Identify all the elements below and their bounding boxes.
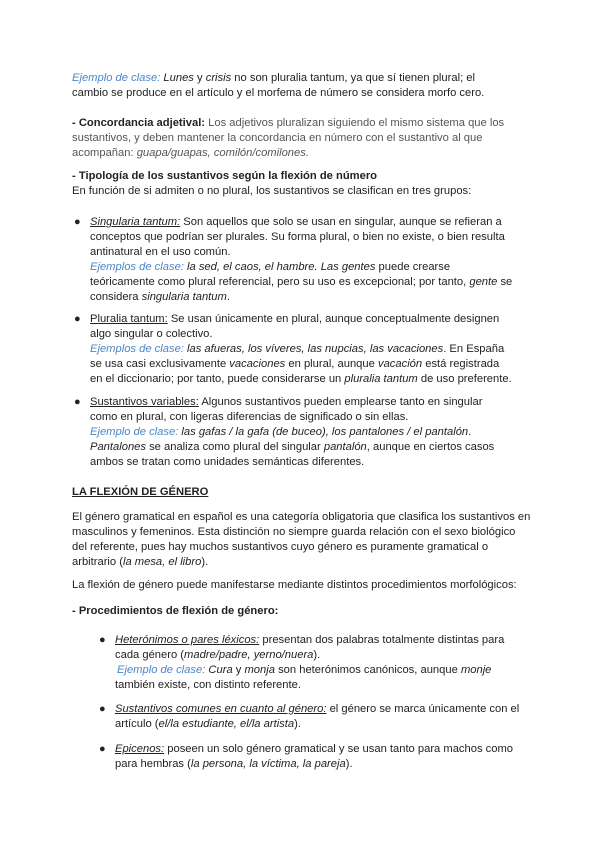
text: considera: [90, 291, 142, 303]
concordancia-paragraph: [72, 116, 542, 161]
text: artículo (: [115, 718, 159, 730]
text: arbitrario (: [72, 556, 123, 568]
examples: la mesa, el libro: [122, 556, 202, 568]
list-item: [74, 395, 532, 470]
text: en plural, aunque: [285, 358, 378, 370]
text: ).: [294, 718, 301, 730]
example-label: Ejemplo de clase:: [117, 664, 206, 676]
list-item: [74, 312, 532, 387]
list-item: [74, 215, 532, 305]
text: está registrada: [422, 358, 500, 370]
tipologia-section: [72, 169, 542, 199]
bullet-icon: ●: [99, 634, 106, 646]
bullet-icon: ●: [99, 743, 106, 755]
text-line: La flexión de género puede manifestarse mediante distintos procedimientos morfológicos:: [72, 579, 517, 591]
text: no son pluralia tantum, ya que sí tienen plural; el: [231, 72, 475, 84]
text: se analiza como plural del singular: [145, 441, 324, 453]
text-line: también existe, con distinto referente.: [115, 679, 301, 691]
example-label: Ejemplos de clase:: [90, 343, 184, 355]
examples: las gafas / la gafa (de buceo), los pantalones / el pantalón: [178, 426, 469, 438]
text-line: algo singular o colectivo.: [90, 328, 213, 340]
text: poseen un solo género gramatical y se usan tanto para machos como: [164, 743, 514, 755]
section-heading: LA FLEXIÓN DE GÉNERO: [72, 486, 209, 498]
term: Cura: [205, 664, 233, 676]
text: .: [226, 291, 230, 303]
text: ).: [201, 556, 209, 568]
text: Algunos sustantivos pueden emplearse tanto en singular: [198, 396, 483, 408]
text: Los adjetivos pluralizan siguiendo el mismo sistema que los: [205, 117, 505, 129]
text: ).: [313, 649, 321, 661]
examples: madre/padre, yerno/nuera: [184, 649, 314, 661]
intro-paragraph: [72, 71, 542, 101]
term: vacación: [377, 358, 423, 370]
term: singularia tantum: [141, 291, 227, 303]
text: acompañan:: [72, 147, 137, 159]
term: Singularia tantum:: [90, 216, 181, 228]
text: puede crearse: [375, 261, 451, 273]
text: Se usan únicamente en plural, aunque conceptualmente designen: [167, 313, 500, 325]
bullet-icon: ●: [99, 703, 106, 715]
example-label: Ejemplo de clase:: [90, 426, 179, 438]
text: cada género (: [115, 649, 185, 661]
examples: guapa/guapas, comilón/comilones.: [136, 147, 309, 159]
term: monja: [244, 664, 275, 676]
text: ).: [345, 758, 353, 770]
examples: la sed, el caos, el hambre. Las gentes: [183, 261, 376, 273]
bullet-icon: ●: [74, 313, 81, 325]
examples: el/la estudiante, el/la artista: [158, 718, 295, 730]
example-word: crisis: [205, 72, 232, 84]
text: y: [193, 72, 206, 84]
section-title: - Concordancia adjetival:: [72, 117, 206, 129]
term: Pantalones: [90, 441, 146, 453]
text: el género se marca únicamente con el: [326, 703, 520, 715]
text-line: del referente, pues hay muchos sustantivos cuyo género es puramente gramatical o: [72, 541, 489, 553]
term: Sustantivos comunes en cuanto al género:: [115, 703, 327, 715]
text: .: [468, 426, 472, 438]
text-line: masculinos y femeninos. Esta distinción no siempre guarda relación con el sexo biológico: [72, 526, 516, 538]
text: , aunque en ciertos casos: [366, 441, 495, 453]
text-line: cambio se produce en el artículo y el morfema de número se considera morfo cero.: [72, 87, 485, 99]
term: vacaciones: [229, 358, 286, 370]
term: Sustantivos variables:: [90, 396, 199, 408]
term: Epicenos:: [115, 743, 165, 755]
procedimientos-title-block: [72, 604, 542, 619]
term: pluralia tantum: [344, 373, 418, 385]
text: para hembras (: [115, 758, 191, 770]
section-title: - Procedimientos de flexión de género:: [72, 605, 279, 617]
examples: las afueras, los víveres, las nupcias, las vacaciones: [183, 343, 444, 355]
text: se: [497, 276, 513, 288]
text: se usa casi exclusivamente: [90, 358, 230, 370]
text: en el diccionario; por tanto, puede considerarse un: [90, 373, 345, 385]
genero-paragraph-2: [72, 578, 542, 593]
text: y: [232, 664, 245, 676]
term: pantalón: [323, 441, 367, 453]
example-word: Lunes: [163, 72, 194, 84]
text-line: El género gramatical en español es una categoría obligatoria que clasifica los sustantivos en: [72, 511, 531, 523]
term: Heterónimos o pares léxicos:: [115, 634, 260, 646]
list-item: [99, 633, 535, 693]
text-line: conceptos que podrían ser plurales. Su forma plural, o bien no existe, o bien resulta: [90, 231, 505, 243]
text-line: como en plural, con ligeras diferencias de significado o sin ellas.: [90, 411, 409, 423]
text: Son aquellos que solo se usan en singular, aunque se refieran a: [180, 216, 502, 228]
text: de uso preferente.: [417, 373, 512, 385]
genero-paragraph-1: [72, 510, 542, 570]
bullet-icon: ●: [74, 396, 81, 408]
text-line: En función de si admiten o no plural, los sustantivos se clasifican en tres grupos:: [72, 185, 472, 197]
term: gente: [469, 276, 498, 288]
bullet-icon: ●: [74, 216, 81, 228]
text: teóricamente como plural referencial, pero su uso es excepcional; por tanto,: [90, 276, 470, 288]
term: Pluralia tantum:: [90, 313, 168, 325]
example-label: Ejemplos de clase:: [90, 261, 184, 273]
list-item: [99, 742, 535, 772]
example-label: Ejemplo de clase:: [72, 72, 161, 84]
term: monje: [460, 664, 492, 676]
list-item: [99, 702, 535, 732]
text: . En España: [443, 343, 505, 355]
text-line: sustantivos, y deben mantener la concordancia en número con el sustantivo al que: [72, 132, 483, 144]
genero-heading-block: [72, 485, 542, 500]
examples: la persona, la víctima, la pareja: [190, 758, 346, 770]
text: son heterónimos canónicos, aunque: [274, 664, 461, 676]
text: presentan dos palabras totalmente distintas para: [259, 634, 505, 646]
section-title: - Tipología de los sustantivos según la flexión de número: [72, 170, 378, 182]
text-line: antinatural en el uso común.: [90, 246, 231, 258]
text-line: ambos se tratan como unidades semánticas diferentes.: [90, 456, 365, 468]
